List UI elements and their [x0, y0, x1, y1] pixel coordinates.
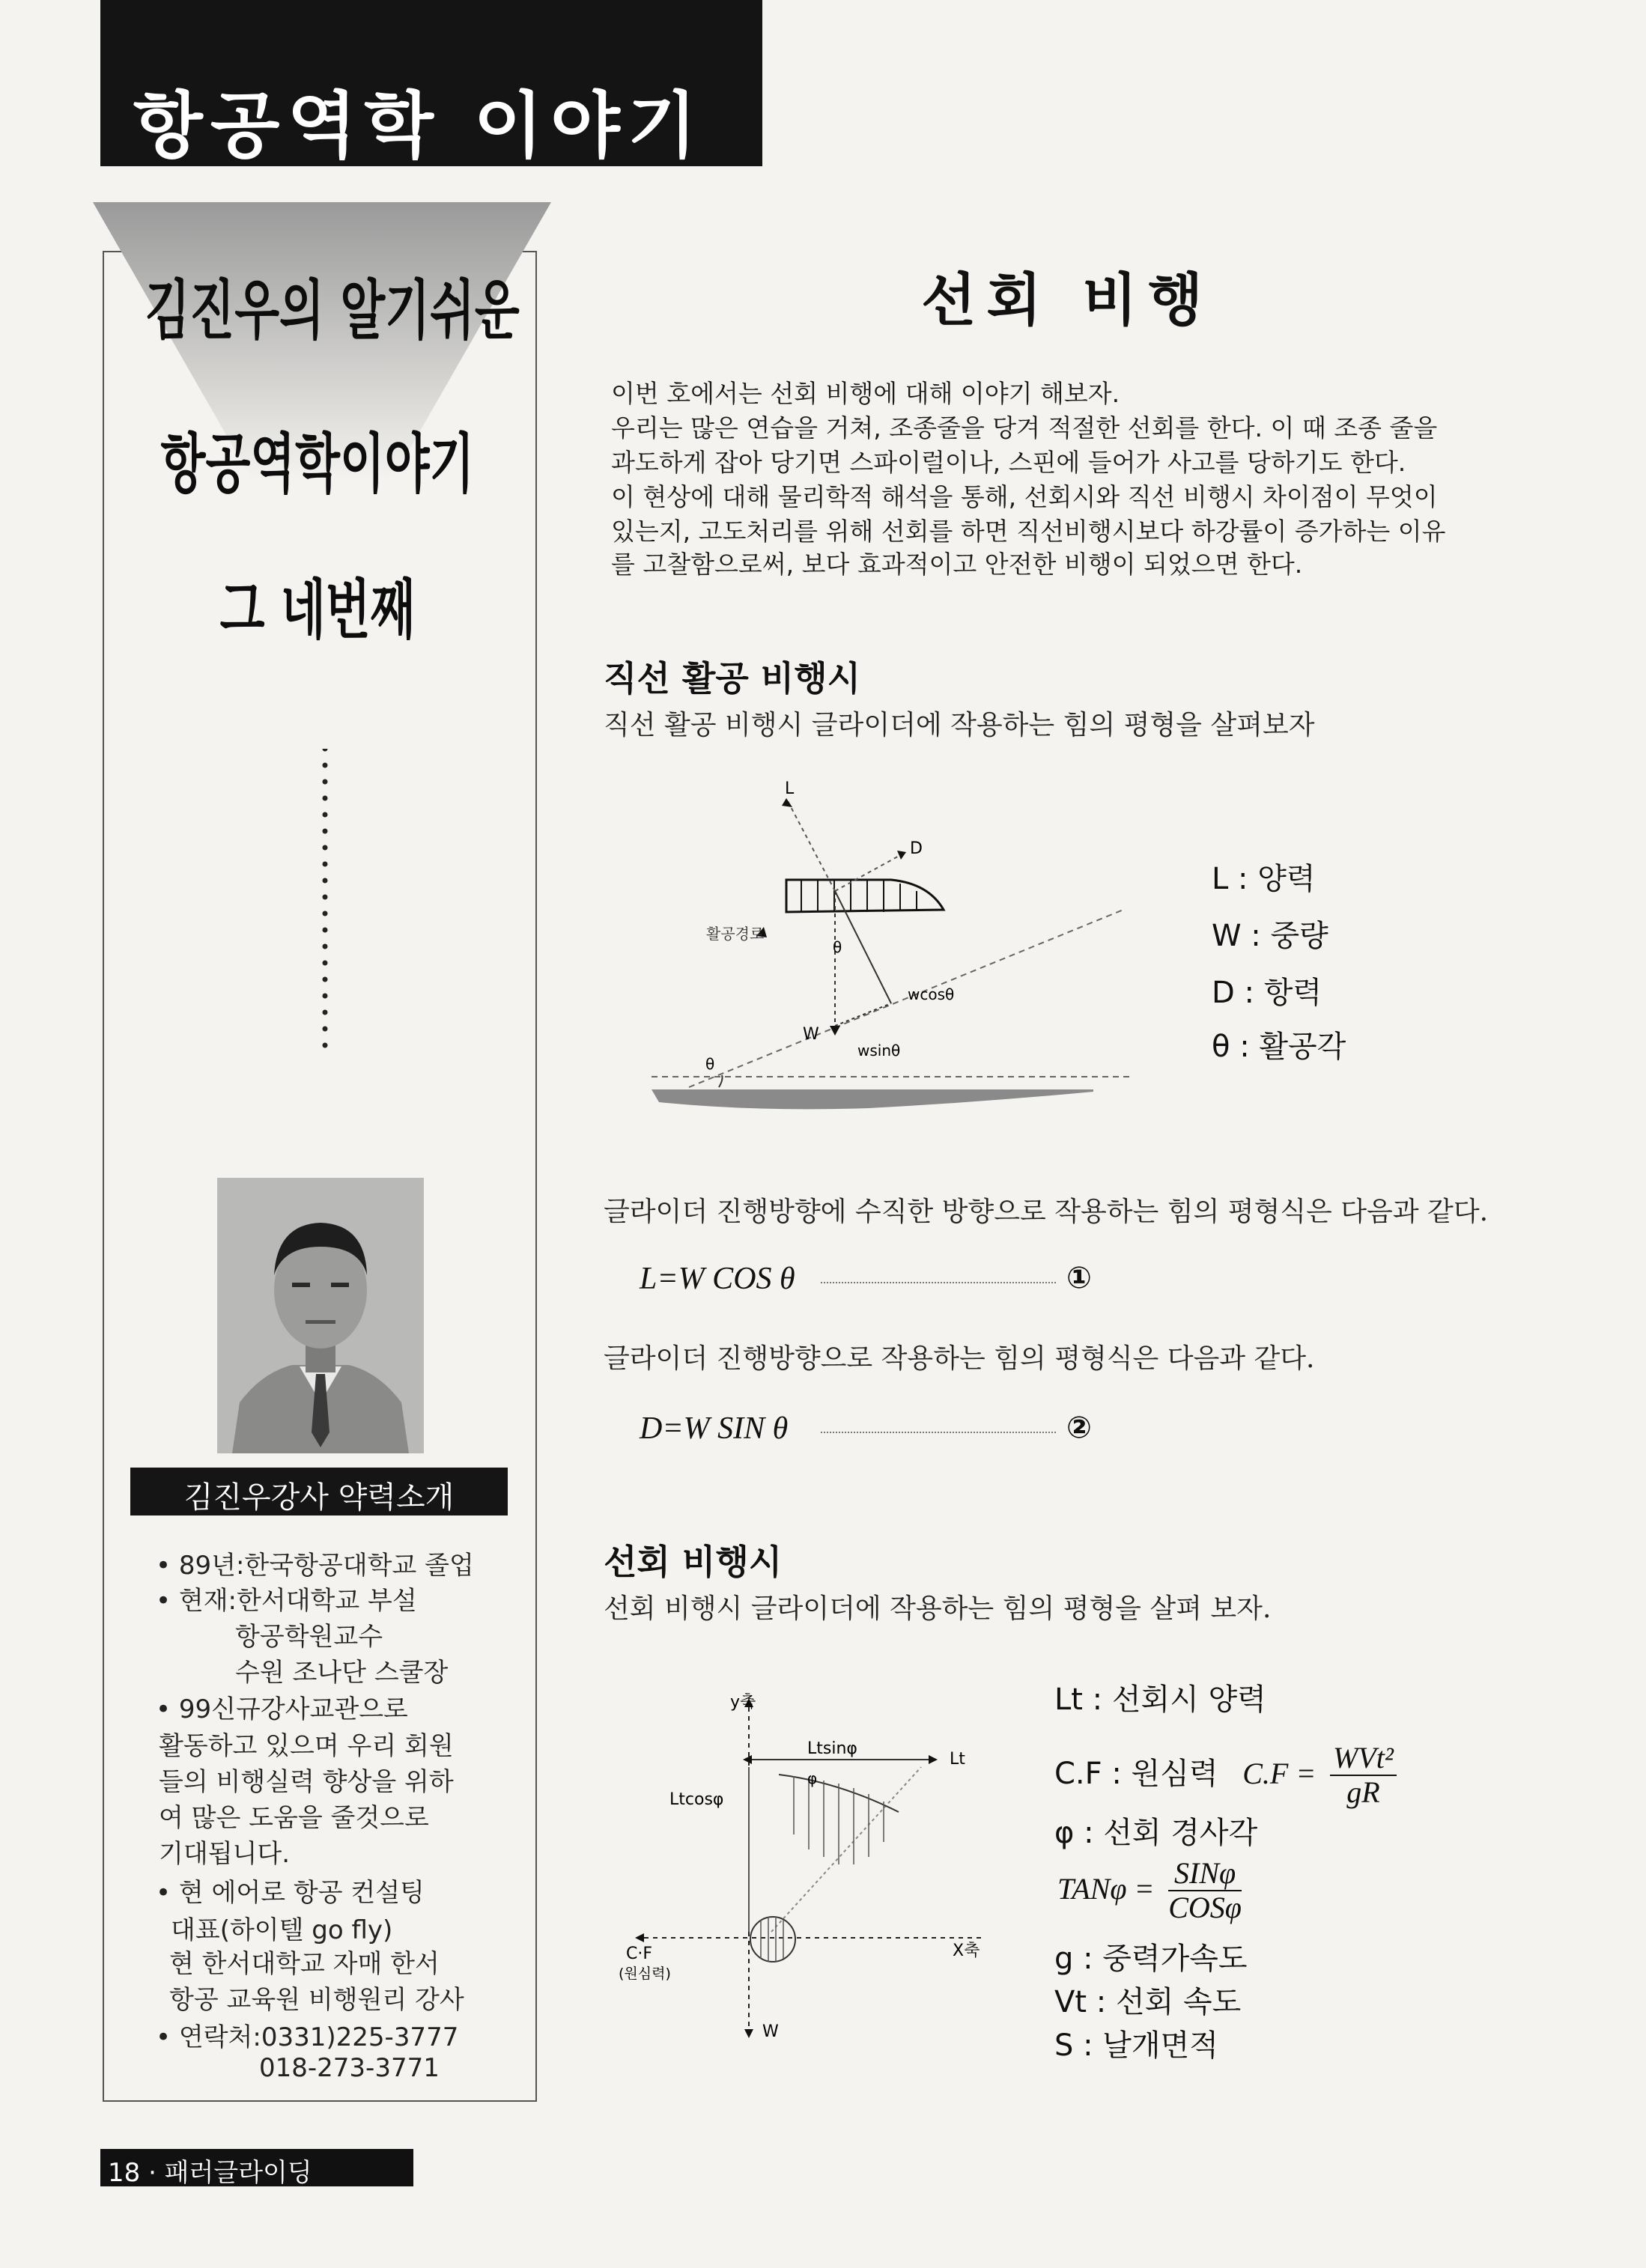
tan-fraction	[1168, 1857, 1242, 1924]
theta-label: θ	[833, 938, 842, 956]
intro-line: 과도하게 잡아 당기면 스파이럴이나, 스핀에 들어가 사고를 당하기도 한다.	[611, 448, 1406, 477]
cf-sub-label: (원심력)	[619, 1966, 671, 1982]
cf-formula-lhs: C.F =	[1242, 1757, 1317, 1790]
wcos-label: wcosθ	[908, 985, 955, 1003]
glide-force-diagram	[644, 779, 1138, 1123]
page-number: 18 · 패러글라이딩	[108, 2158, 312, 2188]
intro-line: 우리는 많은 연습을 거쳐, 조종줄을 당겨 적절한 선회를 한다. 이 때 조종 줄을	[611, 413, 1438, 443]
section1-text1: 글라이더 진행방향에 수직한 방향으로 작용하는 힘의 평형식은 다음과 같다.	[604, 1197, 1489, 1227]
bio-title: 김진우강사 약력소개	[183, 1480, 455, 1515]
article-title: 선회 비행	[921, 267, 1214, 333]
turn-force-diagram	[614, 1685, 1003, 2052]
section1-text2: 글라이더 진행방향으로 작용하는 힘의 평형식은 다음과 같다.	[604, 1343, 1315, 1374]
wsin-label: wsinθ	[857, 1042, 901, 1059]
intro-line: 이 현상에 대해 물리학적 해석을 통해, 선회시와 직선 비행시 차이점이 무엇이	[611, 482, 1438, 511]
bio-line: 들의 비행실력 향상을 위하	[159, 1767, 454, 1797]
ltcos-label: Ltcosφ	[669, 1790, 724, 1809]
w-label: W	[762, 2022, 779, 2041]
y-axis-label: y축	[730, 1693, 756, 1712]
intro-line: 이번 호에서는 선회 비행에 대해 이야기 해보자.	[611, 379, 1120, 408]
glide-path-label: 활공경로	[706, 925, 765, 943]
cf-numerator: WVt²	[1330, 1742, 1397, 1776]
equation-2: D=W SIN θ	[640, 1411, 789, 1446]
bio-line: 여 많은 도움을 줄것으로	[159, 1803, 429, 1833]
legend-centrifugal	[1054, 1742, 1397, 1809]
equation-2-number: ②	[1066, 1411, 1092, 1445]
bio-line: • 89년:한국항공대학교 졸업	[156, 1551, 474, 1581]
cf-label: C·F	[626, 1945, 653, 1963]
bio-line: 대표(하이텔 go fly)	[171, 1915, 393, 1945]
bio-line: 수원 조나단 스쿨장	[235, 1658, 449, 1688]
left-heading-line1: 김진우의 알기쉬운	[145, 273, 520, 348]
bio-line: • 현재:한서대학교 부설	[156, 1586, 417, 1616]
legend-turn-speed: Vt : 선회 속도	[1054, 1985, 1242, 2019]
legend-weight: W : 중량	[1212, 919, 1328, 953]
tan-denominator: COSφ	[1168, 1891, 1242, 1924]
legend-wing-area: S : 날개면적	[1054, 2028, 1218, 2063]
dotted-divider	[322, 749, 328, 1056]
tan-formula-lhs: TANφ =	[1057, 1872, 1155, 1906]
drag-label: D	[910, 839, 923, 858]
section1-subtitle: 직선 활공 비행시 글라이더에 작용하는 힘의 평형을 살펴보자	[604, 710, 1315, 741]
legend-cf-label: C.F : 원심력	[1054, 1757, 1218, 1791]
bio-line: • 연락처:0331)225-3777	[156, 2022, 459, 2052]
ltsin-label: Ltsinφ	[807, 1739, 857, 1758]
x-axis-label: X축	[953, 1942, 980, 1960]
weight-label: W	[803, 1025, 819, 1044]
bio-line: 항공 교육원 비행원리 강사	[169, 1985, 464, 2015]
legend-drag: D : 항력	[1212, 976, 1322, 1010]
equation-1-leader	[821, 1282, 1056, 1283]
cf-fraction	[1330, 1742, 1397, 1809]
cf-denominator: gR	[1346, 1775, 1380, 1809]
bio-line: 현 한서대학교 자매 한서	[169, 1949, 440, 1979]
theta-ground-label: θ	[705, 1055, 715, 1073]
bio-title-bar	[130, 1468, 508, 1515]
legend-bank-angle: φ : 선회 경사각	[1054, 1816, 1258, 1850]
section1-heading: 직선 활공 비행시	[604, 658, 861, 699]
bio-line: 018-273-3771	[259, 2053, 440, 2083]
intro-line: 를 고찰함으로써, 보다 효과적이고 안전한 비행이 되었으면 한다.	[611, 550, 1303, 579]
left-heading-line3: 그 네번째	[219, 573, 416, 648]
equation-2-leader	[821, 1432, 1056, 1433]
header-banner	[100, 0, 762, 166]
legend-glide-angle: θ : 활공각	[1212, 1030, 1346, 1064]
page-footer	[100, 2149, 413, 2186]
bio-line: 항공학원교수	[235, 1622, 383, 1652]
bio-line: • 99신규강사교관으로	[156, 1694, 408, 1724]
left-heading-line2: 항공역학이야기	[160, 427, 475, 502]
equation-1: L=W COS θ	[640, 1262, 795, 1296]
lt-label: Lt	[950, 1750, 965, 1769]
bio-line: 기대됩니다.	[159, 1839, 291, 1869]
author-photo	[217, 1178, 424, 1453]
header-title: 항공역학 이야기	[133, 84, 705, 168]
lift-label: L	[785, 779, 795, 798]
section2-heading: 선회 비행시	[604, 1542, 783, 1582]
legend-tan-formula	[1057, 1857, 1242, 1924]
intro-line: 있는지, 고도처리를 위해 선회를 하면 직선비행시보다 하강률이 증가하는 이유	[611, 517, 1446, 546]
legend-turn-lift: Lt : 선회시 양력	[1054, 1682, 1266, 1717]
bio-line: 활동하고 있으며 우리 회원	[159, 1731, 454, 1761]
section2-subtitle: 선회 비행시 글라이더에 작용하는 힘의 평형을 살펴 보자.	[604, 1593, 1272, 1624]
phi-label: φ	[807, 1769, 818, 1787]
legend-lift: L : 양력	[1212, 862, 1316, 896]
equation-1-number: ①	[1066, 1261, 1092, 1295]
tan-numerator: SINφ	[1168, 1857, 1242, 1891]
bio-line: • 현 에어로 항공 컨설팅	[156, 1878, 425, 1908]
legend-gravity: g : 중력가속도	[1054, 1942, 1248, 1976]
